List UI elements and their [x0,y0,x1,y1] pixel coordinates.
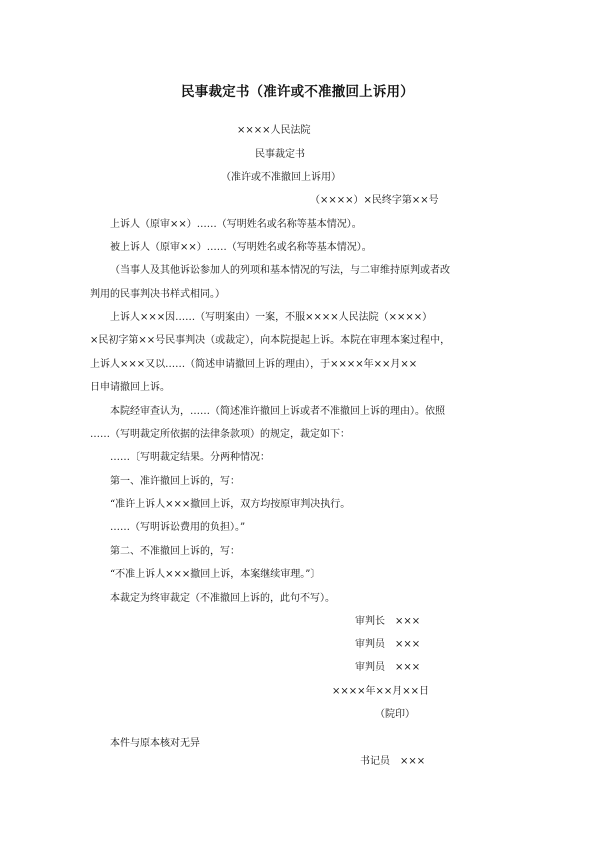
paragraph-appellee: 被上诉人（原审××）……（写明姓名或名称等基本情况）。 [110,242,372,253]
ruling-date: ××××年××月××日 [332,686,430,697]
signature-judge: 审判员 ××× [355,662,421,673]
paragraph-case-two-ruling: “不准上诉人×××撤回上诉，本案继续审理。”〕 [110,569,321,580]
court-name: ××××人民法院 [237,125,311,136]
verification-note: 本件与原本核对无异 [110,738,200,749]
document-type: 民事裁定书 [255,149,305,160]
signature-clerk: 书记员 ××× [360,756,426,767]
paragraph-case-one-ruling: “准许上诉人×××撤回上诉，双方均按原审判决执行。 [110,499,351,510]
paragraph-final-ruling: 本裁定为终审裁定（不准撤回上诉的，此句不写）。 [110,593,335,604]
paragraph-case-background-cont: ×民初字第××号民事判决（或裁定），向本院提起上诉。本院在审理本案过程中， [90,335,451,346]
paragraph-appellant: 上诉人（原审××）……（写明姓名或名称等基本情况）。 [110,219,362,230]
signature-presiding-judge: 审判长 ××× [355,616,421,627]
paragraph-court-opinion: 本院经审查认为，……（简述准许撤回上诉或者不准撤回上诉的理由）。依照 [110,406,445,417]
paragraph-parties-note-cont: 判用的民事判决书样式相同。） [90,289,225,300]
court-seal: （院印） [375,709,415,720]
case-number: （××××）×民终字第××号 [310,195,439,206]
page-title: 民事裁定书（准许或不准撤回上诉用） [181,84,414,100]
paragraph-case-one: 第一、准许撤回上诉的，写： [110,476,240,487]
paragraph-ruling-intro: ……〔写明裁定结果。分两种情况： [110,452,270,463]
paragraph-court-opinion-cont: ……（写明裁定所依据的法律条款项）的规定，裁定如下： [90,429,350,440]
paragraph-parties-note: （当事人及其他诉讼参加人的列项和基本情况的写法，与二审维持原判或者改 [110,265,450,276]
paragraph-case-two: 第二、不准撤回上诉的，写： [110,546,240,557]
paragraph-case-background-cont: 上诉人×××又以……（简述申请撤回上诉的理由），于××××年××月×× [90,359,418,370]
document-subtype: （准许或不准撤回上诉用） [221,172,341,183]
paragraph-case-background: 上诉人×××因……（写明案由）一案，不服××××人民法院（××××） [110,312,433,323]
paragraph-case-one-costs: ……（写明诉讼费用的负担）。” [110,522,246,533]
signature-judge: 审判员 ××× [355,639,421,650]
paragraph-case-background-cont: 日申请撤回上诉。 [90,382,170,393]
